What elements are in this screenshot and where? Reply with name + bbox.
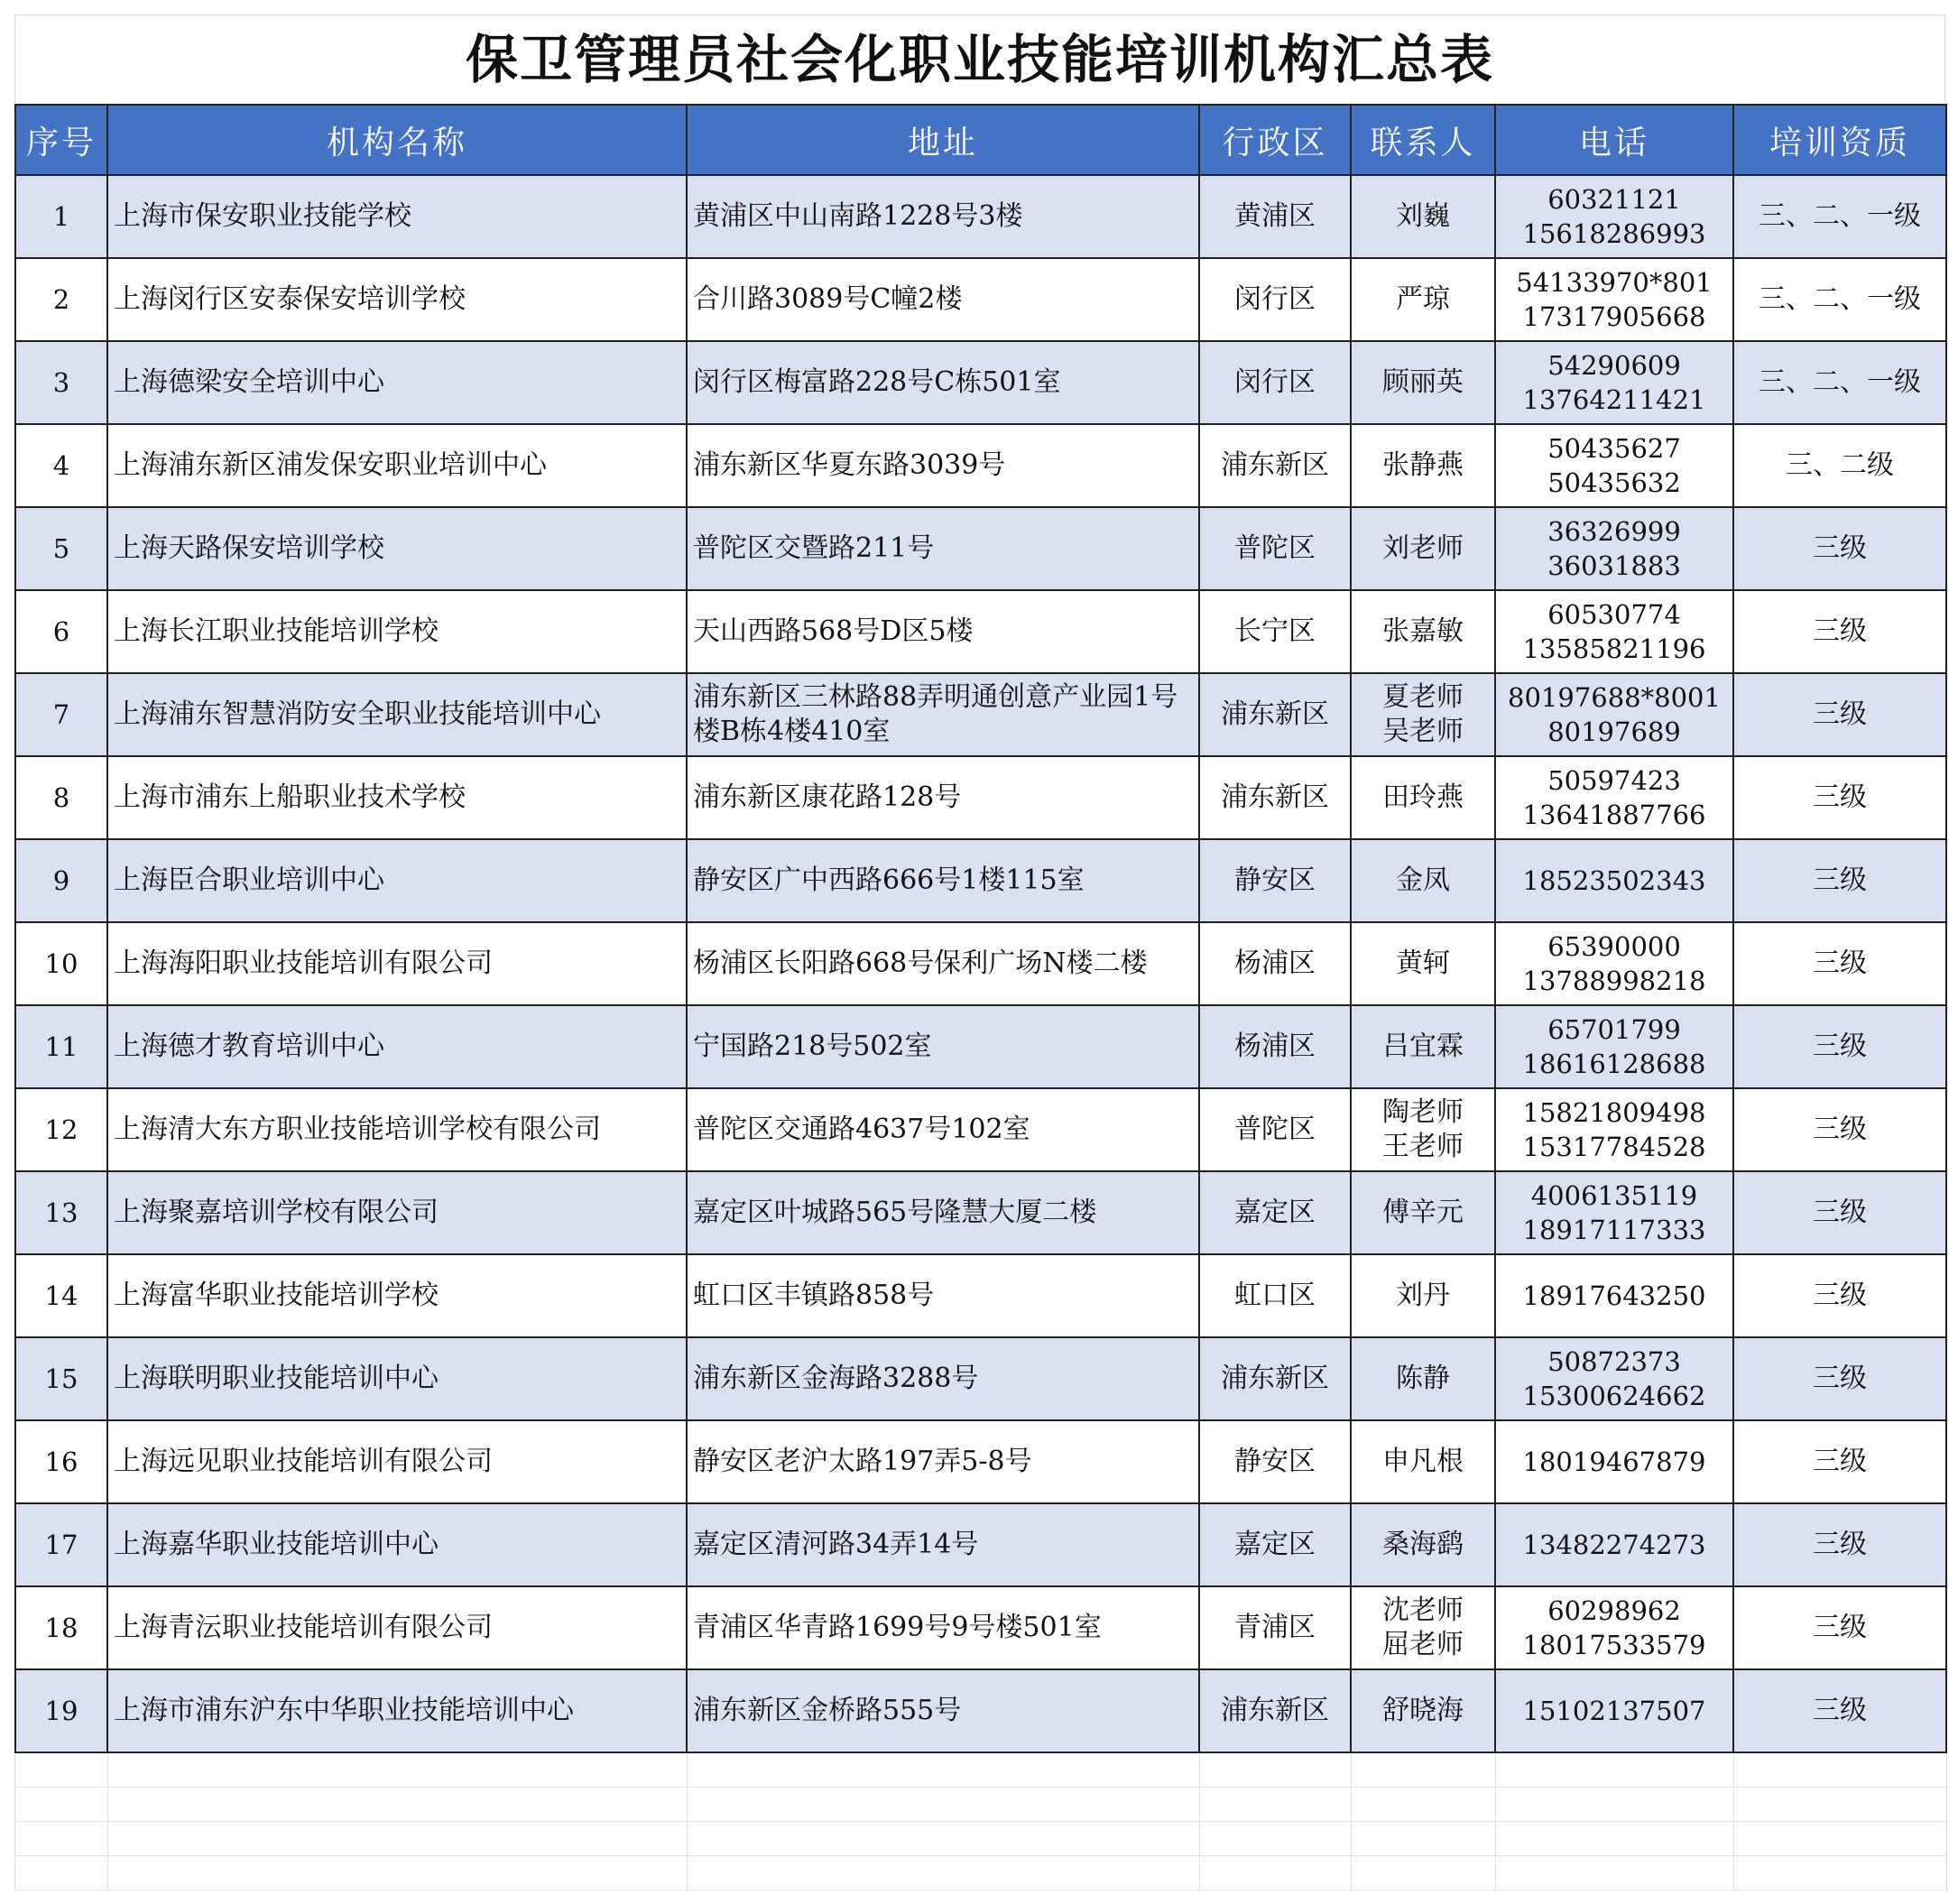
cell-phone-line: 60530774 — [1547, 599, 1681, 630]
table-row — [15, 1005, 1946, 1088]
grid-line — [1733, 1822, 1734, 1855]
cell-phone[interactable] — [1495, 1503, 1733, 1586]
table-row — [15, 1088, 1946, 1171]
cell-name[interactable]: 上海市保安职业技能学校 — [107, 175, 687, 258]
cell-no[interactable]: 6 — [15, 590, 107, 673]
cell-no[interactable]: 12 — [15, 1088, 107, 1171]
cell-contact-line: 傅辛元 — [1382, 1197, 1464, 1228]
cell-contact-line: 严琼 — [1396, 283, 1450, 315]
cell-name[interactable]: 上海臣合职业培训中心 — [107, 839, 687, 922]
cell-phone[interactable] — [1495, 1337, 1733, 1420]
cell-no[interactable]: 16 — [15, 1420, 107, 1503]
cell-name[interactable]: 上海天路保安培训学校 — [107, 507, 687, 590]
cell-no[interactable]: 3 — [15, 341, 107, 424]
table-row — [15, 1503, 1946, 1586]
cell-district[interactable]: 嘉定区 — [1199, 1503, 1351, 1586]
cell-phone-line: 36031883 — [1547, 550, 1681, 581]
cell-no[interactable]: 11 — [15, 1005, 107, 1088]
cell-phone-line: 18917117333 — [1522, 1215, 1706, 1245]
cell-level[interactable]: 三、二、一级 — [1733, 341, 1946, 424]
table-row — [15, 922, 1946, 1005]
cell-phone[interactable] — [1495, 1669, 1733, 1752]
cell-district[interactable]: 杨浦区 — [1199, 922, 1351, 1005]
cell-no[interactable]: 8 — [15, 756, 107, 839]
cell-address[interactable]: 浦东新区华夏东路3039号 — [687, 424, 1199, 507]
cell-contact-line: 刘老师 — [1382, 532, 1464, 564]
cell-no[interactable]: 19 — [15, 1669, 107, 1752]
cell-contact-line: 刘巍 — [1396, 200, 1450, 232]
cell-phone-line: 4006135119 — [1530, 1180, 1698, 1211]
cell-contact[interactable] — [1351, 175, 1495, 258]
cell-level[interactable]: 三级 — [1733, 1503, 1946, 1586]
cell-no[interactable]: 17 — [15, 1503, 107, 1586]
table-row — [15, 1254, 1946, 1337]
cell-district[interactable]: 普陀区 — [1199, 507, 1351, 590]
cell-phone[interactable] — [1495, 1171, 1733, 1254]
grid-line — [1733, 1753, 1734, 1787]
cell-contact-line: 顾丽英 — [1382, 366, 1464, 398]
table-row — [15, 590, 1946, 673]
cell-no[interactable]: 2 — [15, 258, 107, 341]
table-row — [15, 673, 1946, 756]
cell-phone-line: 80197688*8001 — [1508, 682, 1721, 713]
cell-phone-line: 13788998218 — [1522, 966, 1706, 996]
grid-line — [1495, 1753, 1496, 1787]
cell-phone-line: 80197689 — [1547, 716, 1681, 747]
cell-phone-line: 15821809498 — [1522, 1097, 1706, 1128]
cell-district[interactable]: 浦东新区 — [1199, 1669, 1351, 1752]
cell-phone[interactable] — [1495, 1586, 1733, 1669]
cell-address[interactable]: 浦东新区金桥路555号 — [687, 1669, 1199, 1752]
cell-address[interactable]: 虹口区丰镇路858号 — [687, 1254, 1199, 1337]
cell-contact-line: 黄轲 — [1396, 947, 1450, 979]
cell-address[interactable]: 嘉定区叶城路565号隆慧大厦二楼 — [687, 1171, 1199, 1254]
grid-line — [687, 1753, 688, 1787]
header-no: 序号 — [15, 105, 107, 175]
cell-phone-line: 50872373 — [1547, 1346, 1681, 1377]
table-row — [15, 258, 1946, 341]
cell-contact-line: 吴老师 — [1382, 716, 1464, 747]
cell-phone[interactable] — [1495, 1088, 1733, 1171]
cell-contact-line: 刘丹 — [1396, 1280, 1450, 1311]
cell-no[interactable]: 18 — [15, 1586, 107, 1669]
table-body — [15, 175, 1946, 1752]
cell-name[interactable]: 上海浦东新区浦发保安职业培训中心 — [107, 424, 687, 507]
cell-name[interactable]: 上海海阳职业技能培训有限公司 — [107, 922, 687, 1005]
cell-address[interactable]: 闵行区梅富路228号C栋501室 — [687, 341, 1199, 424]
cell-address[interactable]: 普陀区交通路4637号102室 — [687, 1088, 1199, 1171]
cell-name[interactable]: 上海联明职业技能培训中心 — [107, 1337, 687, 1420]
cell-phone-line: 13585821196 — [1522, 633, 1706, 664]
cell-district[interactable]: 静安区 — [1199, 1420, 1351, 1503]
cell-no[interactable]: 13 — [15, 1171, 107, 1254]
cell-name[interactable]: 上海市浦东上船职业技术学校 — [107, 756, 687, 839]
cell-name[interactable]: 上海聚嘉培训学校有限公司 — [107, 1171, 687, 1254]
header-contact: 联系人 — [1351, 105, 1495, 175]
grid-line — [1351, 1788, 1352, 1821]
cell-contact[interactable] — [1351, 1420, 1495, 1503]
cell-name[interactable]: 上海市浦东沪东中华职业技能培训中心 — [107, 1669, 687, 1752]
cell-phone-line: 18017533579 — [1522, 1630, 1706, 1660]
grid-line — [687, 1788, 688, 1821]
empty-row[interactable] — [15, 1753, 1946, 1788]
cell-name[interactable]: 上海嘉华职业技能培训中心 — [107, 1503, 687, 1586]
cell-no[interactable]: 1 — [15, 175, 107, 258]
cell-address[interactable]: 静安区老沪太路197弄5-8号 — [687, 1420, 1199, 1503]
cell-contact-line: 陈静 — [1396, 1363, 1450, 1394]
cell-phone[interactable] — [1495, 839, 1733, 922]
cell-phone[interactable] — [1495, 590, 1733, 673]
cell-district[interactable]: 杨浦区 — [1199, 1005, 1351, 1088]
cell-contact-line: 陶老师 — [1382, 1096, 1464, 1128]
table-row — [15, 341, 1946, 424]
grid-line — [107, 1753, 108, 1787]
grid-line — [107, 1856, 108, 1890]
cell-level[interactable]: 三级 — [1733, 1171, 1946, 1254]
cell-level[interactable]: 三、二、一级 — [1733, 258, 1946, 341]
cell-level[interactable]: 三级 — [1733, 1337, 1946, 1420]
cell-address[interactable]: 青浦区华青路1699号9号楼501室 — [687, 1586, 1199, 1669]
table-title: 保卫管理员社会化职业技能培训机构汇总表 — [14, 14, 1945, 104]
grid-line — [1199, 1788, 1200, 1821]
cell-level[interactable]: 三级 — [1733, 1420, 1946, 1503]
cell-address[interactable]: 静安区广中西路666号1楼115室 — [687, 839, 1199, 922]
grid-line — [1351, 1856, 1352, 1890]
cell-district[interactable]: 普陀区 — [1199, 1088, 1351, 1171]
cell-level[interactable]: 三级 — [1733, 590, 1946, 673]
cell-contact[interactable] — [1351, 839, 1495, 922]
cell-level[interactable]: 三级 — [1733, 756, 1946, 839]
table-row — [15, 1669, 1946, 1752]
cell-phone-line: 15618286993 — [1522, 218, 1706, 249]
cell-phone-line: 17317905668 — [1522, 301, 1706, 332]
cell-district[interactable]: 青浦区 — [1199, 1586, 1351, 1669]
cell-district[interactable]: 静安区 — [1199, 839, 1351, 922]
cell-district[interactable]: 闵行区 — [1199, 341, 1351, 424]
cell-address[interactable]: 合川路3089号C幢2楼 — [687, 258, 1199, 341]
cell-contact-line: 王老师 — [1382, 1131, 1464, 1162]
cell-phone[interactable] — [1495, 507, 1733, 590]
header-name: 机构名称 — [107, 105, 687, 175]
cell-phone-line: 13764211421 — [1522, 384, 1706, 415]
cell-name[interactable]: 上海德梁安全培训中心 — [107, 341, 687, 424]
empty-row[interactable] — [15, 1856, 1946, 1890]
cell-no[interactable]: 14 — [15, 1254, 107, 1337]
cell-district[interactable]: 浦东新区 — [1199, 756, 1351, 839]
grid-line — [1199, 1822, 1200, 1855]
cell-phone-line: 54290609 — [1547, 350, 1681, 381]
cell-level[interactable]: 三级 — [1733, 507, 1946, 590]
cell-contact[interactable] — [1351, 1586, 1495, 1669]
cell-name[interactable]: 上海闵行区安泰保安培训学校 — [107, 258, 687, 341]
cell-level[interactable]: 三级 — [1733, 1088, 1946, 1171]
cell-address[interactable]: 天山西路568号D区5楼 — [687, 590, 1199, 673]
cell-address[interactable]: 嘉定区清河路34弄14号 — [687, 1503, 1199, 1586]
cell-district[interactable]: 闵行区 — [1199, 258, 1351, 341]
cell-contact-line: 金凤 — [1396, 864, 1450, 896]
cell-contact[interactable] — [1351, 922, 1495, 1005]
table-row — [15, 756, 1946, 839]
cell-contact-line: 申凡根 — [1382, 1446, 1464, 1477]
cell-phone-line: 60321121 — [1547, 184, 1681, 215]
cell-phone-line: 65390000 — [1547, 931, 1681, 962]
grid-line — [1495, 1788, 1496, 1821]
cell-address[interactable]: 普陀区交暨路211号 — [687, 507, 1199, 590]
table-row — [15, 1337, 1946, 1420]
grid-line — [1199, 1856, 1200, 1890]
cell-district[interactable]: 虹口区 — [1199, 1254, 1351, 1337]
cell-contact-line: 舒晓海 — [1382, 1695, 1464, 1726]
cell-phone-line: 36326999 — [1547, 516, 1681, 547]
cell-no[interactable]: 7 — [15, 673, 107, 756]
cell-name[interactable]: 上海浦东智慧消防安全职业技能培训中心 — [107, 673, 687, 756]
cell-level[interactable]: 三级 — [1733, 1254, 1946, 1337]
header-phone: 电话 — [1495, 105, 1733, 175]
cell-contact[interactable] — [1351, 424, 1495, 507]
grid-line — [1495, 1822, 1496, 1855]
cell-no[interactable]: 9 — [15, 839, 107, 922]
cell-contact-line: 桑海鹞 — [1382, 1529, 1464, 1560]
cell-phone-line: 13482274273 — [1522, 1530, 1706, 1560]
cell-phone[interactable] — [1495, 756, 1733, 839]
cell-phone-line: 15300624662 — [1522, 1381, 1706, 1411]
table-row — [15, 1171, 1946, 1254]
cell-phone-line: 18917643250 — [1522, 1280, 1706, 1311]
cell-phone[interactable] — [1495, 1254, 1733, 1337]
cell-name[interactable]: 上海长江职业技能培训学校 — [107, 590, 687, 673]
cell-phone[interactable] — [1495, 922, 1733, 1005]
cell-name[interactable]: 上海德才教育培训中心 — [107, 1005, 687, 1088]
cell-phone[interactable] — [1495, 424, 1733, 507]
cell-no[interactable]: 4 — [15, 424, 107, 507]
grid-line — [687, 1856, 688, 1890]
cell-phone-line: 60298962 — [1547, 1595, 1681, 1626]
grid-line — [1351, 1822, 1352, 1855]
cell-phone-line: 50435627 — [1547, 433, 1681, 464]
cell-level[interactable]: 三级 — [1733, 673, 1946, 756]
cell-contact-line: 夏老师 — [1382, 681, 1464, 713]
cell-phone-line: 65701799 — [1547, 1014, 1681, 1045]
cell-phone[interactable] — [1495, 175, 1733, 258]
cell-phone[interactable] — [1495, 1005, 1733, 1088]
cell-phone-line: 54133970*801 — [1516, 267, 1713, 298]
cell-contact[interactable] — [1351, 1088, 1495, 1171]
cell-contact[interactable] — [1351, 507, 1495, 590]
cell-phone[interactable] — [1495, 1420, 1733, 1503]
cell-contact[interactable] — [1351, 756, 1495, 839]
empty-sheet-rows — [14, 1753, 1947, 1890]
cell-contact-line: 张静燕 — [1382, 449, 1464, 481]
cell-district[interactable]: 浦东新区 — [1199, 673, 1351, 756]
cell-no[interactable]: 5 — [15, 507, 107, 590]
cell-name[interactable]: 上海富华职业技能培训学校 — [107, 1254, 687, 1337]
cell-contact-line: 吕宜霖 — [1382, 1031, 1464, 1062]
grid-line — [687, 1822, 688, 1855]
cell-level[interactable]: 三级 — [1733, 922, 1946, 1005]
cell-contact[interactable] — [1351, 1669, 1495, 1752]
cell-phone[interactable] — [1495, 673, 1733, 756]
cell-contact[interactable] — [1351, 1171, 1495, 1254]
grid-line — [1733, 1788, 1734, 1821]
grid-line — [1495, 1856, 1496, 1890]
empty-row[interactable] — [15, 1788, 1946, 1822]
header-level: 培训资质 — [1733, 105, 1946, 175]
cell-name[interactable]: 上海青沄职业技能培训有限公司 — [107, 1586, 687, 1669]
cell-no[interactable]: 15 — [15, 1337, 107, 1420]
cell-contact-line: 屈老师 — [1382, 1629, 1464, 1660]
cell-address[interactable]: 浦东新区金海路3288号 — [687, 1337, 1199, 1420]
cell-district[interactable]: 浦东新区 — [1199, 1337, 1351, 1420]
cell-address[interactable]: 宁国路218号502室 — [687, 1005, 1199, 1088]
institution-table — [14, 104, 1947, 1753]
cell-phone-line: 13641887766 — [1522, 799, 1706, 830]
cell-level[interactable]: 三级 — [1733, 1586, 1946, 1669]
cell-phone[interactable] — [1495, 258, 1733, 341]
grid-line — [107, 1788, 108, 1821]
cell-address[interactable]: 浦东新区康花路128号 — [687, 756, 1199, 839]
cell-phone-line: 15102137507 — [1522, 1696, 1706, 1726]
table-row — [15, 424, 1946, 507]
cell-district[interactable]: 长宁区 — [1199, 590, 1351, 673]
cell-district[interactable]: 黄浦区 — [1199, 175, 1351, 258]
cell-level[interactable]: 三级 — [1733, 839, 1946, 922]
cell-level[interactable]: 三级 — [1733, 1669, 1946, 1752]
cell-contact[interactable] — [1351, 1503, 1495, 1586]
empty-row[interactable] — [15, 1822, 1946, 1856]
cell-contact[interactable] — [1351, 1337, 1495, 1420]
cell-district[interactable]: 嘉定区 — [1199, 1171, 1351, 1254]
cell-address[interactable]: 浦东新区三林路88弄明通创意产业园1号楼B栋4楼410室 — [687, 673, 1199, 756]
grid-line — [107, 1822, 108, 1855]
cell-phone-line: 18523502343 — [1522, 865, 1706, 896]
cell-phone-line: 18019467879 — [1522, 1446, 1706, 1477]
cell-contact[interactable] — [1351, 258, 1495, 341]
cell-phone-line: 18616128688 — [1522, 1049, 1706, 1079]
cell-contact-line: 张嘉敏 — [1382, 615, 1464, 647]
cell-phone[interactable] — [1495, 341, 1733, 424]
cell-name[interactable]: 上海清大东方职业技能培训学校有限公司 — [107, 1088, 687, 1171]
header-district: 行政区 — [1199, 105, 1351, 175]
table-row — [15, 175, 1946, 258]
table-row — [15, 1420, 1946, 1503]
header-address: 地址 — [687, 105, 1199, 175]
cell-contact[interactable] — [1351, 1254, 1495, 1337]
cell-contact[interactable] — [1351, 1005, 1495, 1088]
cell-contact[interactable] — [1351, 673, 1495, 756]
grid-line — [1733, 1856, 1734, 1890]
cell-address[interactable]: 黄浦区中山南路1228号3楼 — [687, 175, 1199, 258]
cell-level[interactable]: 三级 — [1733, 1005, 1946, 1088]
cell-phone-line: 50435632 — [1547, 467, 1681, 498]
grid-line — [1199, 1753, 1200, 1787]
cell-level[interactable]: 三、二、一级 — [1733, 175, 1946, 258]
cell-phone-line: 15317784528 — [1522, 1132, 1706, 1162]
cell-level[interactable]: 三、二级 — [1733, 424, 1946, 507]
table-row — [15, 507, 1946, 590]
cell-no[interactable]: 10 — [15, 922, 107, 1005]
table-row — [15, 839, 1946, 922]
cell-contact[interactable] — [1351, 341, 1495, 424]
cell-contact-line: 田玲燕 — [1382, 781, 1464, 813]
cell-contact-line: 沈老师 — [1382, 1594, 1464, 1626]
cell-name[interactable]: 上海远见职业技能培训有限公司 — [107, 1420, 687, 1503]
table-row — [15, 1586, 1946, 1669]
cell-district[interactable]: 浦东新区 — [1199, 424, 1351, 507]
cell-contact[interactable] — [1351, 590, 1495, 673]
header-row — [15, 105, 1946, 175]
cell-phone-line: 50597423 — [1547, 765, 1681, 796]
grid-line — [1351, 1753, 1352, 1787]
spreadsheet — [14, 14, 1945, 1890]
cell-address[interactable]: 杨浦区长阳路668号保利广场N楼二楼 — [687, 922, 1199, 1005]
